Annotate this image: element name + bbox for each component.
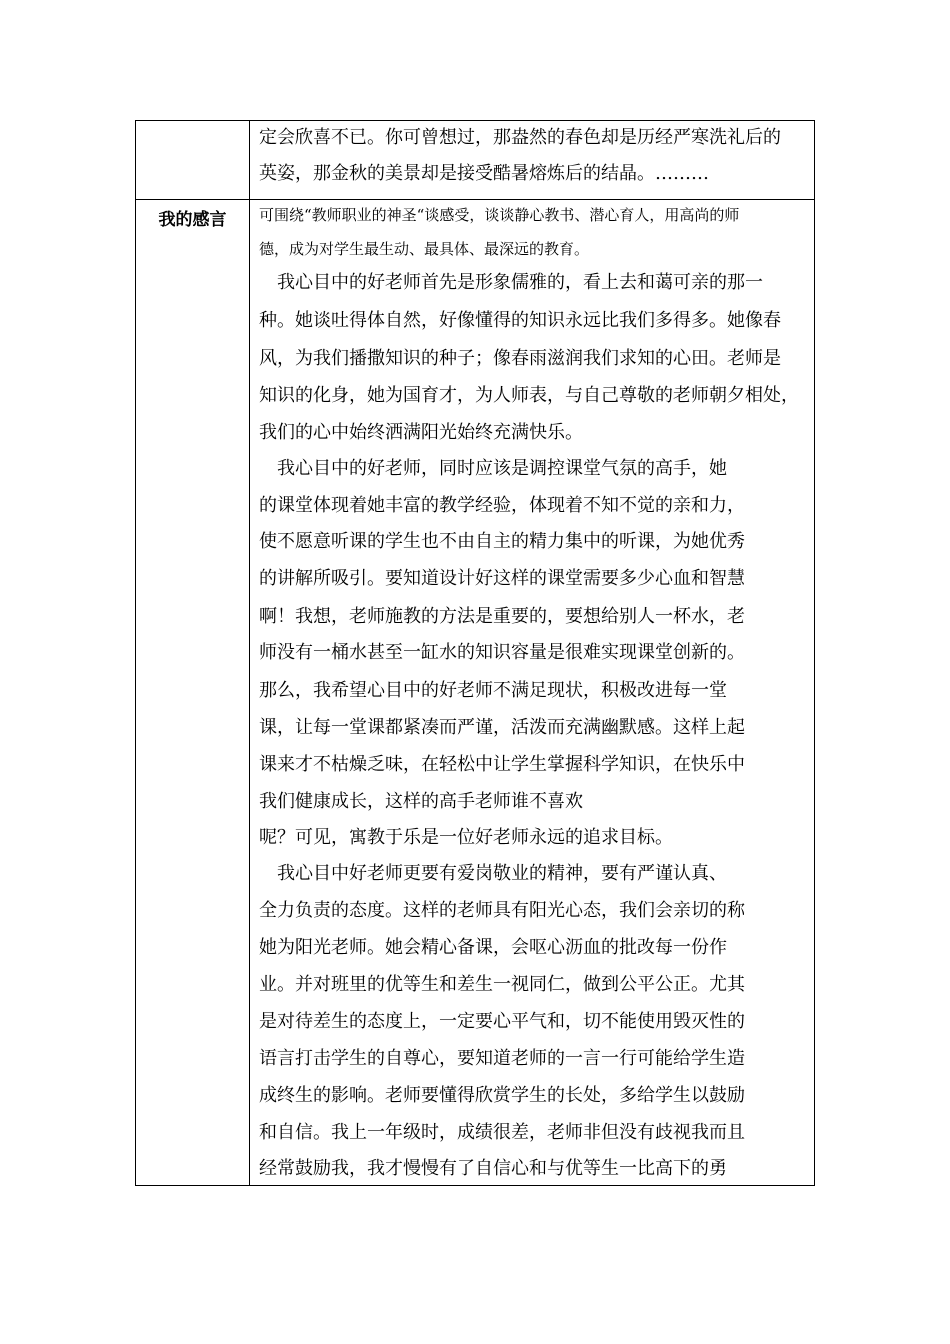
text-line: 我心目中好老师更要有爱岗敬业的精神，要有严谨认真、	[259, 863, 727, 884]
document-table	[135, 120, 815, 1186]
text-line: 业。并对班里的优等生和差生一视同仁，做到公平公正。尤其	[259, 974, 745, 995]
row-label-my-thoughts: 我的感言	[158, 210, 227, 230]
text-line: 的讲解所吸引。要知道设计好这样的课堂需要多少心血和智慧	[259, 568, 745, 589]
prompt-line: 可围绕“教师职业的神圣“谈感受，谈谈静心教书、潜心育人，用高尚的师	[259, 206, 740, 224]
text-line: 和自信。我上一年级时，成绩很差，老师非但没有歧视我而且	[259, 1122, 745, 1143]
text-line: 的课堂体现着她丰富的教学经验，体现着不知不觉的亲和力，	[259, 495, 745, 516]
prompt-line: 德，成为对学生最生动、最具体、最深远的教育。	[259, 240, 590, 258]
text-line: 风，为我们播撒知识的种子；像春雨滋润我们求知的心田。老师是	[259, 348, 781, 369]
text-line: 我心目中的好老师，同时应该是调控课堂气氛的高手，她	[259, 458, 727, 479]
text-line: 语言打击学生的自尊心，要知道老师的一言一行可能给学生造	[259, 1048, 745, 1069]
text-line: 我们的心中始终洒满阳光始终充满快乐。	[259, 422, 583, 443]
text-line: 她为阳光老师。她会精心备课，会呕心沥血的批改每一份作	[259, 937, 727, 958]
text-line: 啊！我想，老师施教的方法是重要的，要想给别人一杯水，老	[259, 606, 745, 627]
text-line: 是对待差生的态度上，一定要心平气和，切不能使用毁灭性的	[259, 1011, 745, 1032]
text-line: 使不愿意听课的学生也不由自主的精力集中的听课，为她优秀	[259, 531, 745, 552]
text-line: 我心目中的好老师首先是形象儒雅的，看上去和蔼可亲的那一	[259, 272, 763, 293]
text-line: 呢？可见，寓教于乐是一位好老师永远的追求目标。	[259, 827, 673, 848]
text-line: 课，让每一堂课都紧凑而严谨，活泼而充满幽默感。这样上起	[259, 717, 745, 738]
text-line: 课来才不枯燥乏味，在轻松中让学生掌握科学知识，在快乐中	[259, 754, 745, 775]
text-line: 我们健康成长，这样的高手老师谁不喜欢	[259, 791, 583, 812]
text-line: 师没有一桶水甚至一缸水的知识容量是很难实现课堂创新的。	[259, 642, 745, 663]
text-line: 全力负责的态度。这样的老师具有阳光心态，我们会亲切的称	[259, 900, 745, 921]
text-line: 成终生的影响。老师要懂得欣赏学生的长处，多给学生以鼓励	[259, 1085, 745, 1106]
column-divider	[249, 121, 250, 1185]
text-line: 种。她谈吐得体自然，好像懂得的知识永远比我们多得多。她像春	[259, 310, 781, 331]
text-line: 经常鼓励我，我才慢慢有了自信心和与优等生一比高下的勇	[259, 1158, 727, 1179]
text-line: 那么，我希望心目中的好老师不满足现状，积极改进每一堂	[259, 680, 727, 701]
text-line: 定会欣喜不已。你可曾想过，那盎然的春色却是历经严寒洗礼后的	[259, 127, 781, 148]
text-line: 知识的化身，她为国育才，为人师表，与自己尊敬的老师朝夕相处，	[259, 385, 799, 406]
text-line: 英姿，那金秋的美景却是接受酷暑熔炼后的结晶。………	[259, 163, 709, 184]
